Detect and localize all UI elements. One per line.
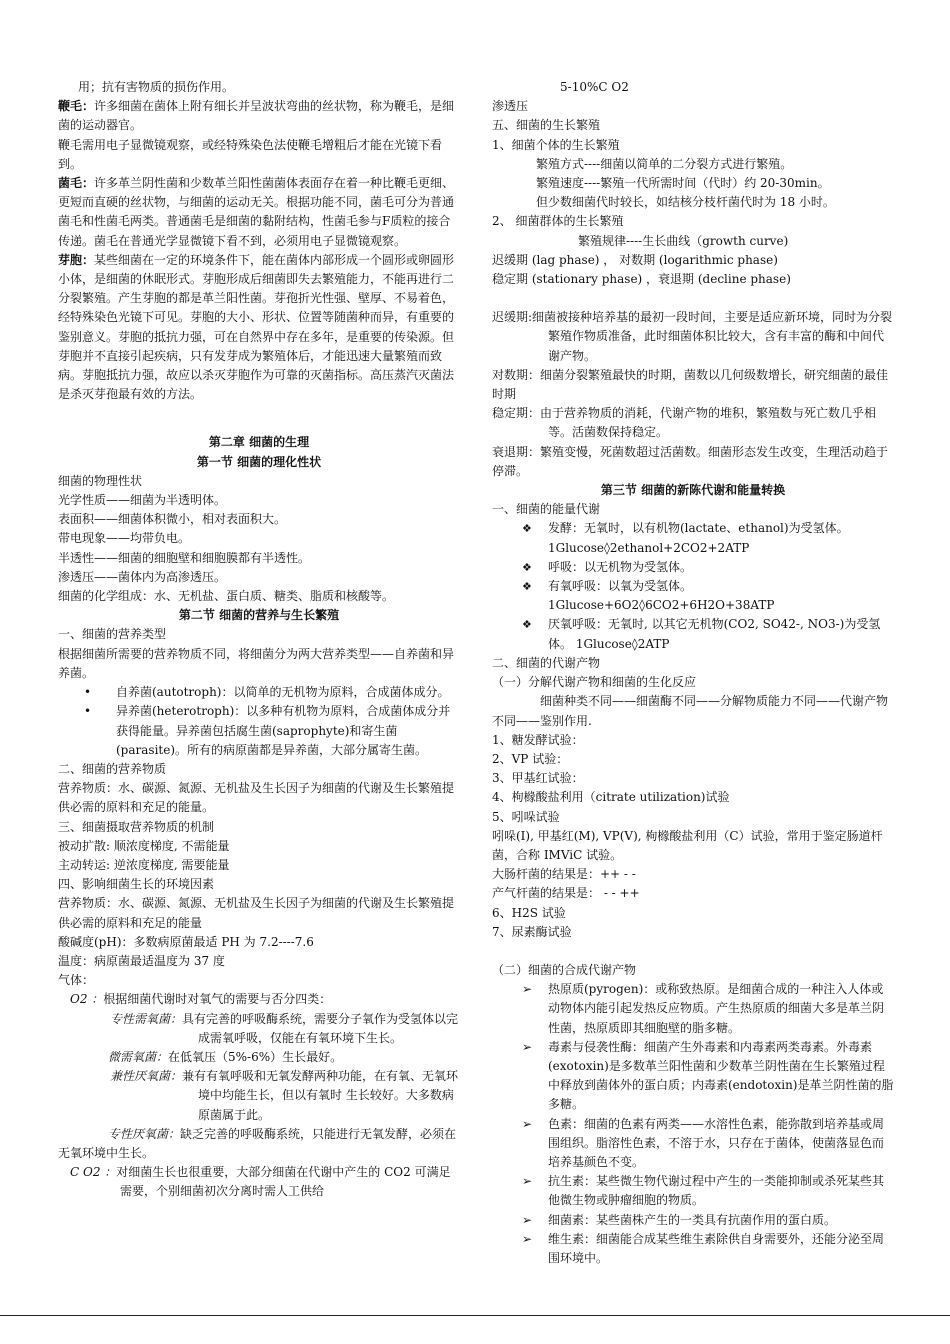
list-item-text: 呼吸：以无机物为受氢体。 [548,559,693,574]
list-item [492,980,894,1038]
stationary-phase-label: 稳定期： [492,406,541,421]
list-item-text: 维生素：细菌能合成某些维生素除供自身需要外，还能分泌至周围环境中。 [548,1231,885,1265]
paragraph: 鞭毛需用电子显微镜观察，或经特殊染色法使鞭毛增粗后才能在光镜下看到。 [58,137,443,171]
paragraph: 酸碱度(pH)：多数病原菌最适 PH 为 7.2----7.6 [58,934,314,949]
paragraph: 光学性质——细菌为半透明体。 [58,493,227,508]
paragraph: 1、糖发酵试验： [492,732,584,747]
diamond-bullet-icon: ❖ [522,580,532,594]
heading: 四、影响细菌生长的环境因素 [58,877,215,892]
list-item [492,1172,894,1210]
paragraph: 稳定期 (stationary phase) ，衰退期 (decline phase) [492,272,791,287]
paragraph: 渗透压 [492,99,529,114]
facultative-anaerobe-label: 兼性厌氧菌： [110,1069,183,1084]
paragraph: 繁殖速度----繁殖一代所需时间（代时）约 20-30min。 [536,176,830,191]
list-item [58,683,460,702]
left-column [58,78,460,1202]
o2-paragraph [58,990,460,1009]
obligate-aerobe-label: 专性需氧菌： [110,1011,183,1026]
paragraph: 5-10%C O2 [560,80,629,94]
heading: 1、细菌个体的生长繁殖 [492,137,620,152]
list-item-text: 热原质(pyrogen)：或称致热原。是细菌合成的一种注入人体或动物体内能引起发热反应物质。产生热原质的细菌大多是革兰阴性菌，热原质即其细胞壁的脂多糖。 [548,982,885,1035]
list-item [492,1211,894,1230]
heading: （二）细菌的合成代谢产物 [492,962,637,977]
paragraph: 营养物质：水、碳源、氮源、无机盐及生长因子为细菌的代谢及生长繁殖提供必需的原料和充足的能量。 [58,781,455,815]
microaerophile-paragraph [58,1048,460,1067]
flagella-paragraph [58,97,460,135]
term-flagella: 鞭毛： [58,99,95,114]
diamond-bullet-icon: ❖ [522,618,532,632]
list-item-text [548,519,894,557]
arrow-bullet-icon: ➢ [522,1039,533,1054]
list-item [492,1115,894,1173]
paragraph: 半透性——细菌的细胞壁和细胞膜都有半透性。 [58,550,311,565]
microaerophile-label: 微需氧菌： [108,1049,169,1064]
term-pili: 菌毛： [58,176,95,191]
heading: 五、细菌的生长繁殖 [492,118,601,133]
paragraph: 用；抗有害物质的损伤作用。 [78,80,235,94]
pili-text: 许多革兰阴性菌和少数革兰阳性菌菌体表面存在着一种比鞭毛更细、更短而直硬的丝状物，与细菌的运动无关。根据功能不同，菌毛可分为普通菌毛和性菌毛两类。普通菌毛是细菌的黏附结构，性菌毛参与F质粒的接合传递。菌毛在普通光学显微镜下看不到，必须用电子显微镜观察。 [58,176,455,248]
heading: 2、 细菌群体的生长繁殖 [492,214,624,229]
term-spore: 芽胞： [58,252,95,267]
co2-text: 对细菌生长也很重要，大部分细菌在代谢中产生的 CO2 可满足需要，个别细菌初次分离时需人工供给 [116,1165,451,1199]
bullet-icon: • [84,685,92,700]
fermentation-text: 发酵：无氧时，以有机物(lactate、ethanol)为受氢体。 [548,521,849,536]
obligate-anaerobe-paragraph [58,1125,460,1163]
list-item-text: 抗生素：某些微生物代谢过程中产生的一类能抑制或杀死某些其他微生物或肿瘤细胞的物质。 [548,1174,885,1208]
list-item-text: 异养菌(heterotroph)：以多种有机物为原料，合成菌体成分并获得能量。异养菌包括腐生菌(saprophyte)和寄生菌(parasite)。所有的病原菌都是异养菌，大部分属寄生菌。 [116,704,451,757]
paragraph: 迟缓期 (lag phase) ， 对数期 (logarithmic phase) [492,252,778,267]
paragraph: 产气杆菌的结果是： - - ++ [492,886,640,901]
section-title: 第三节 细菌的新陈代谢和能量转换 [600,483,786,498]
arrow-bullet-icon: ➢ [522,1212,533,1227]
flagella-text: 许多细菌在菌体上附有细长并呈波状弯曲的丝状物，称为鞭毛，是细菌的运动器官。 [58,99,455,133]
paragraph: 细菌的物理性状 [58,473,143,488]
list-item-text: 自养菌(autotroph)：以简单的无机物为原料，合成菌体成分。 [116,685,450,700]
list-item [492,519,894,557]
paragraph: 衰退期：繁殖变慢，死菌数超过活菌数。细菌形态发生改变，生理活动趋于停滞。 [492,444,889,478]
spore-text: 某些细菌在一定的环境条件下，能在菌体内部形成一个圆形或卵圆形小体，是细菌的休眠形式。芽胞形成后细菌即失去繁殖能力，不能再进行二分裂繁殖。产生芽胞的都是革兰阳性菌。芽孢折光性强、壁厚、不易着色，经特殊染色光镜下可见。芽胞的大小、形状、位置等随菌种而异，有重要的鉴别意义。芽胞的抵抗力强，可在自然界中存在多年，是重要的传染源。但芽胞并不直接引起疾病，只有发芽成为繁殖体后，才能迅速大量繁殖而致病。芽胞抵抗力强，故应以杀灭芽胞作为可靠的灭菌指标。高压蒸汽灭菌法是杀灭芽孢最有效的方法。 [58,252,455,402]
microaerophile-text: 在低氧压（5%-6%）生长最好。 [168,1049,343,1064]
list-item-text: 毒素与侵袭性酶：细菌产生外毒素和内毒素两类毒素。外毒素(exotoxin)是多数革兰阳性菌和少数革兰阴性菌在生长繁殖过程中释放到菌体外的蛋白质；内毒素(endotoxin)是革兰阴性菌的脂多糖。 [548,1039,894,1112]
paragraph: 繁殖规律----生长曲线（growth curve) [578,233,789,248]
arrow-bullet-icon: ➢ [522,982,533,997]
lag-phase-text: 细菌被接种培养基的最初一段时间，主要是适应新环境，同时为分裂繁殖作物质准备，此时细菌体积比较大，含有丰富的酶和中间代谢产物。 [532,310,893,363]
paragraph: 6、H2S 试验 [492,905,566,920]
list-item [492,577,894,615]
paragraph: 5、吲哚试验 [492,809,560,824]
list-item [492,1230,894,1268]
paragraph: 被动扩散: 顺浓度梯度, 不需能量 [58,838,230,853]
co2-label: C O2 ： [70,1165,117,1180]
arrow-bullet-icon: ➢ [522,1174,533,1189]
section-title: 第二节 细菌的营养与生长繁殖 [178,608,340,623]
pili-paragraph [58,174,460,251]
paragraph: 2、VP 试验： [492,751,569,766]
heading: 一、细菌的能量代谢 [492,502,601,517]
bullet-icon: • [84,704,92,719]
lag-phase-label: 迟缓期: [492,310,533,325]
paragraph: 细菌种类不同——细菌酶不同——分解物质能力不同——代谢产物不同——鉴别作用. [492,694,889,728]
list-item-text: 细菌素：某些菌株产生的一类具有抗菌作用的蛋白质。 [548,1212,837,1227]
paragraph: 对数期：细菌分裂繁殖最快的时期，菌数以几何级数增长，研究细菌的最佳时期 [492,367,889,402]
obligate-anaerobe-label: 专性厌氧菌： [108,1126,181,1141]
obligate-anaerobe-text: 缺乏完善的呼吸酶系统，只能进行无氧发酵，必须在无氧环境中生长。 [58,1126,457,1160]
paragraph: 吲哚(I), 甲基红(M), VP(V), 枸橼酸盐利用（C）试验，常用于鉴定肠道杆菌，合称 IMViC 试验。 [492,828,883,862]
diamond-bullet-icon: ❖ [522,560,532,574]
diamond-bullet-icon: ❖ [522,522,532,536]
paragraph: 细菌的化学组成：水、无机盐、蛋白质、糖类、脂质和核酸等。 [58,589,395,604]
heading: 二、细菌的代谢产物 [492,655,601,670]
facultative-anaerobe-text: 兼有有氧呼吸和无氧发酵两种功能，在有氧、无氧环境中均能生长，但以有氧时 生长较好。大多数病原菌属于此。 [182,1069,459,1122]
obligate-aerobe-text: 具有完善的呼吸酶系统，需要分子氧作为受氢体以完成需氧呼吸，仅能在有氧环境下生长。 [182,1011,459,1045]
paragraph: 表面积——细菌体积微小，相对表面积大。 [58,512,287,527]
paragraph: 繁殖方式----细菌以简单的二分裂方式进行繁殖。 [536,156,793,171]
paragraph: 但少数细菌代时较长，如结核分枝杆菌代时为 18 小时。 [536,195,835,210]
right-column [492,78,894,1268]
arrow-bullet-icon: ➢ [522,1116,533,1131]
o2-text: 根据细菌代谢时对氧气的需要与否分四类： [103,992,332,1007]
list-item-text: 厌氧呼吸：无氧时, 以其它无机物(CO2, SO42-, NO3-)为受氢体。 1Glucose◊2ATP [548,617,881,651]
paragraph: 3、甲基红试验： [492,771,584,786]
paragraph: 根据细菌所需要的营养物质不同，将细菌分为两大营养类型——自养菌和异养菌。 [58,646,455,680]
paragraph: 7、尿素酶试验 [492,924,572,939]
paragraph: 营养物质：水、碳源、氮源、无机盐及生长因子为细菌的代谢及生长繁殖提供必需的原料和充足的能量 [58,896,455,930]
obligate-aerobe-paragraph [58,1010,460,1048]
paragraph: 主动转运: 逆浓度梯度, 需要能量 [58,857,230,872]
fermentation-equation: 1Glucose◊2ethanol+2CO2+2ATP [548,540,750,555]
stationary-phase-text: 由于营养物质的消耗，代谢产物的堆积，繁殖数与死亡数几乎相等。活菌数保持稳定。 [540,406,877,440]
heading: 二、细菌的营养物质 [58,761,167,776]
chapter-title: 第二章 细菌的生理 [208,435,310,450]
stationary-phase-paragraph [492,404,894,442]
lag-phase-paragraph [492,308,894,366]
heading: （一）分解代谢产物和细菌的生化反应 [492,675,697,690]
paragraph: 渗透压——菌体内为高渗透压。 [58,569,227,584]
list-item [492,558,894,577]
list-item [492,1038,894,1115]
paragraph: 4、枸橼酸盐利用（citrate utilization)试验 [492,790,730,805]
heading: 三、细菌摄取营养物质的机制 [58,819,215,834]
list-item [492,615,894,653]
paragraph: 带电现象——均带负电。 [58,531,191,546]
paragraph: 温度：病原菌最适温度为 37 度 [58,953,225,968]
spore-paragraph [58,251,460,405]
list-item-text: 色素：细菌的色素有两类——水溶性色素，能弥散到培养基或周围组织。脂溶性色素，不溶于水，只存在于菌体，使菌落显色而培养基颜色不变。 [548,1116,885,1169]
section-title: 第一节 细菌的理化性状 [196,454,322,469]
list-item-text: 有氧呼吸：以氧为受氢体。1Glucose+6O2◊6CO2+6H2O+38ATP [548,579,775,613]
arrow-bullet-icon: ➢ [522,1231,533,1246]
heading: 一、细菌的营养类型 [58,627,167,642]
paragraph: 气体： [58,973,95,988]
paragraph: 大肠杆菌的结果是：++ - - [492,867,636,882]
list-item [58,702,460,760]
facultative-anaerobe-paragraph [58,1067,460,1125]
page-bottom-rule [0,1315,950,1316]
co2-paragraph [58,1163,460,1201]
o2-label: O2 ： [70,992,104,1007]
